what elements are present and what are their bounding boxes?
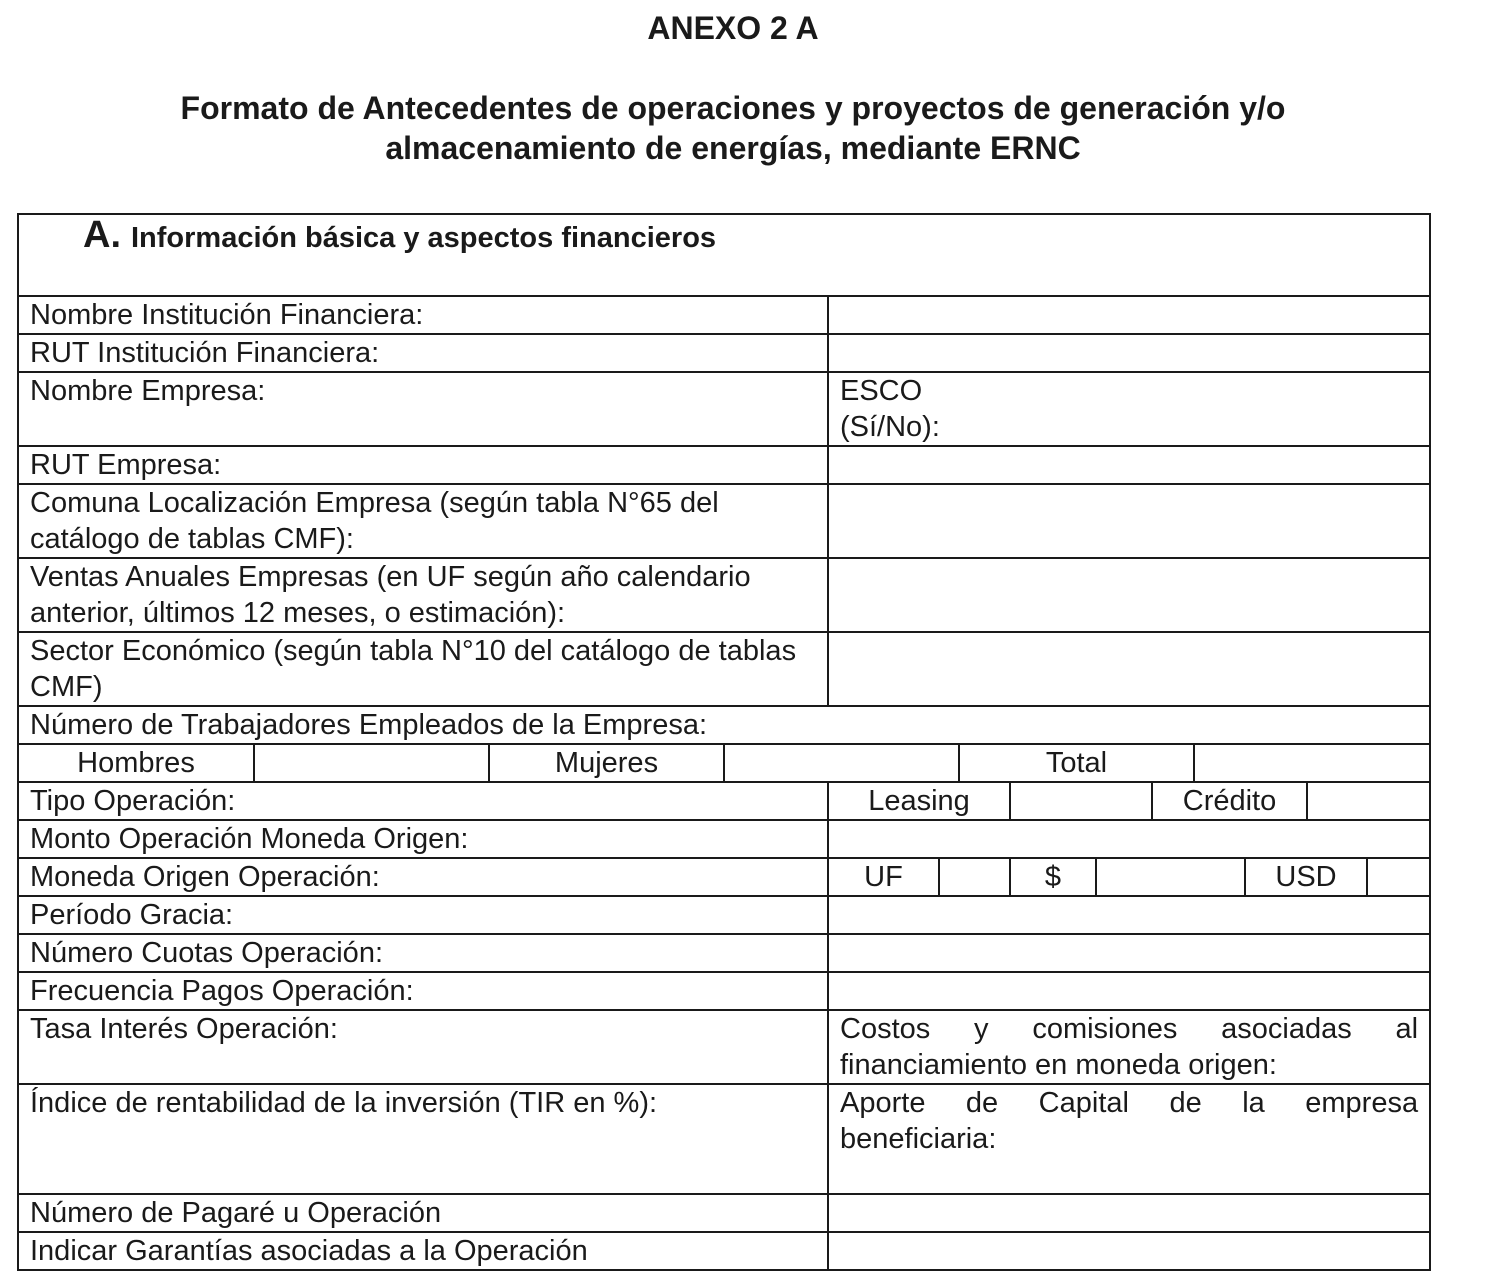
label-institucion-nombre: Nombre Institución Financiera: — [18, 296, 828, 334]
input-mujeres[interactable] — [724, 744, 959, 782]
input-pagare[interactable] — [828, 1194, 1430, 1232]
row-institucion-nombre — [18, 296, 1430, 334]
label-garantias: Indicar Garantías asociadas a la Operación — [18, 1232, 828, 1270]
moneda-options — [828, 858, 1430, 896]
label-uf: UF — [864, 861, 903, 893]
row-frecuencia — [18, 972, 1430, 1010]
label-hombres: Hombres — [18, 744, 254, 782]
input-hombres[interactable] — [254, 744, 489, 782]
input-monto[interactable] — [828, 820, 1430, 858]
row-moneda — [18, 858, 1430, 896]
field-costos[interactable]: Costos y comisiones asociadas al financiamiento en moneda origen: — [828, 1010, 1430, 1084]
label-sector: Sector Económico (según tabla N°10 del catálogo de tablas CMF) — [18, 632, 828, 706]
input-periodo-gracia[interactable] — [828, 896, 1430, 934]
tipo-operacion-grid — [829, 783, 1429, 819]
row-tir — [18, 1084, 1430, 1194]
label-tasa: Tasa Interés Operación: — [18, 1010, 828, 1084]
section-letter: A. — [83, 214, 121, 256]
label-empresa-rut: RUT Empresa: — [18, 446, 828, 484]
label-periodo-gracia: Período Gracia: — [18, 896, 828, 934]
checkbox-leasing[interactable] — [1010, 783, 1152, 819]
moneda-grid — [829, 859, 1429, 895]
row-garantias — [18, 1232, 1430, 1270]
label-peso: $ — [1010, 859, 1096, 895]
section-header — [18, 214, 1430, 296]
label-comuna: Comuna Localización Empresa (según tabla N°65 del catálogo de tablas CMF): — [18, 484, 828, 558]
form-table — [17, 213, 1431, 1271]
input-ventas[interactable] — [828, 558, 1430, 632]
input-sector[interactable] — [828, 632, 1430, 706]
label-cuotas: Número Cuotas Operación: — [18, 934, 828, 972]
label-trabajadores: Número de Trabajadores Empleados de la Empresa: — [18, 706, 1430, 744]
label-empresa-nombre: Nombre Empresa: — [18, 372, 828, 446]
label-esco: ESCO — [840, 375, 923, 407]
row-tipo-operacion — [18, 782, 1430, 820]
row-ventas — [18, 558, 1430, 632]
annex-title: ANEXO 2 A — [647, 10, 819, 46]
input-total[interactable] — [1194, 744, 1430, 782]
row-pagare — [18, 1194, 1430, 1232]
label-leasing: Leasing — [868, 785, 970, 817]
form-title — [60, 88, 1406, 168]
row-trabajadores — [18, 706, 1430, 744]
row-trabajadores-genero — [18, 744, 1430, 782]
label-pagare: Número de Pagaré u Operación — [18, 1194, 828, 1232]
label-ventas: Ventas Anuales Empresas (en UF según año calendario anterior, últimos 12 meses, o estimación): — [18, 558, 828, 632]
section-title: Información básica y aspectos financieros — [131, 222, 717, 254]
label-usd: USD — [1245, 859, 1367, 895]
input-institucion-rut[interactable] — [828, 334, 1430, 372]
input-comuna[interactable] — [828, 484, 1430, 558]
label-mujeres: Mujeres — [489, 744, 724, 782]
row-empresa-rut — [18, 446, 1430, 484]
form-title-line-1: Formato de Antecedentes de operaciones y proyectos de generación y/o — [180, 90, 1286, 126]
label-credito: Crédito — [1152, 783, 1307, 819]
label-institucion-rut: RUT Institución Financiera: — [18, 334, 828, 372]
row-periodo-gracia — [18, 896, 1430, 934]
row-comuna — [18, 484, 1430, 558]
form-title-line-2: almacenamiento de energías, mediante ERNC — [385, 130, 1081, 166]
label-esco-options: (Sí/No): — [840, 411, 940, 443]
input-empresa-rut[interactable] — [828, 446, 1430, 484]
input-garantias[interactable] — [828, 1232, 1430, 1270]
section-header-row — [18, 214, 1430, 296]
input-cuotas[interactable] — [828, 934, 1430, 972]
row-tasa — [18, 1010, 1430, 1084]
label-frecuencia: Frecuencia Pagos Operación: — [18, 972, 828, 1010]
input-frecuencia[interactable] — [828, 972, 1430, 1010]
row-sector — [18, 632, 1430, 706]
row-institucion-rut — [18, 334, 1430, 372]
checkbox-credito[interactable] — [1307, 783, 1429, 819]
checkbox-uf[interactable] — [939, 859, 1010, 895]
label-tir: Índice de rentabilidad de la inversión (TIR en %): — [18, 1084, 828, 1194]
tipo-operacion-options — [828, 782, 1430, 820]
field-esco[interactable] — [828, 372, 1430, 446]
row-cuotas — [18, 934, 1430, 972]
row-empresa-nombre — [18, 372, 1430, 446]
checkbox-peso[interactable] — [1096, 859, 1245, 895]
field-aporte[interactable]: Aporte de Capital de la empresa beneficiaria: — [828, 1084, 1430, 1194]
checkbox-usd[interactable] — [1367, 859, 1429, 895]
label-monto: Monto Operación Moneda Origen: — [18, 820, 828, 858]
label-total: Total — [959, 744, 1194, 782]
label-moneda: Moneda Origen Operación: — [18, 858, 828, 896]
label-tipo-operacion: Tipo Operación: — [18, 782, 828, 820]
input-institucion-nombre[interactable] — [828, 296, 1430, 334]
row-monto — [18, 820, 1430, 858]
